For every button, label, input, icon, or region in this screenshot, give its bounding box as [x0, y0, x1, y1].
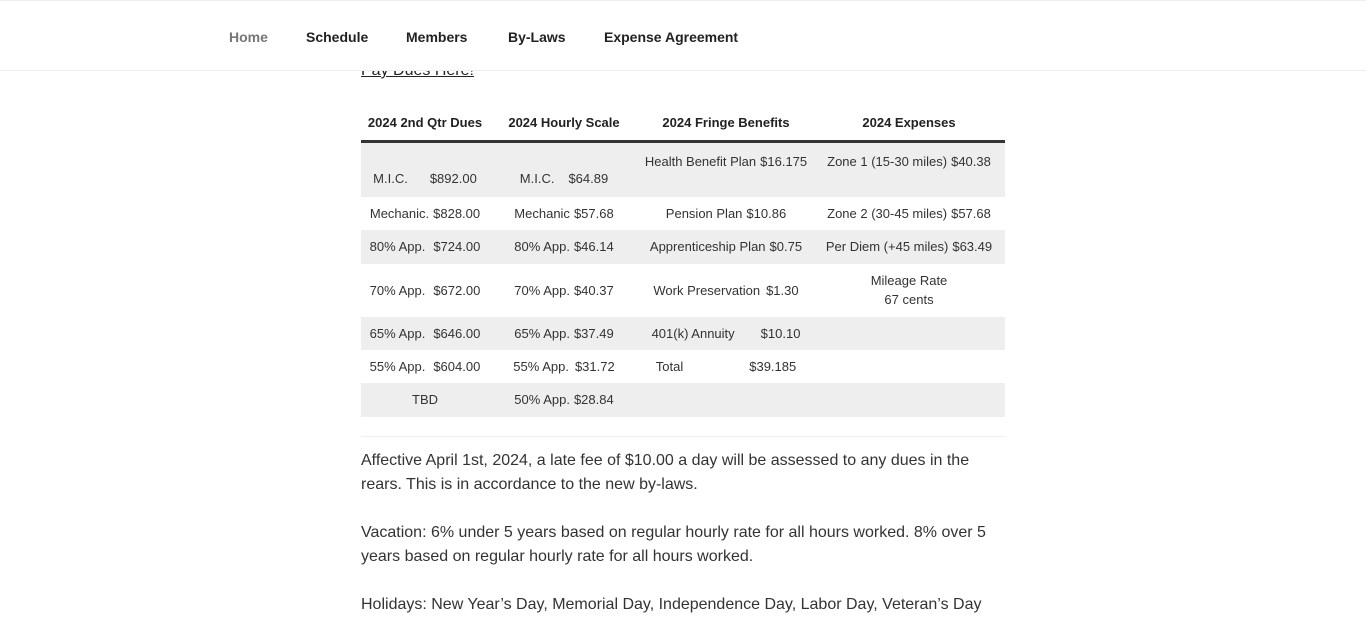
hourly-rate: $40.37: [573, 282, 614, 298]
expense-amount: 67 cents: [884, 292, 934, 307]
dues-amount: $828.00: [433, 205, 481, 221]
hourly-rate: $31.72: [574, 358, 615, 374]
expense-cell: [813, 264, 1005, 317]
hourly-label: M.I.C.: [519, 171, 555, 187]
fringe-cell: [639, 142, 813, 197]
table-row: [361, 230, 1005, 264]
expense-label: Per Diem (+45 miles): [825, 239, 949, 254]
vacation-policy: Vacation: 6% under 5 years based on regular hourly rate for all hours worked. 8% over 5 years based on regular hourly rate for all hours worked.: [361, 524, 986, 565]
hourly-rate: $46.14: [573, 239, 614, 254]
nav-item-by-laws[interactable]: By-Laws: [508, 29, 566, 45]
fringe-amount: $16.175: [760, 154, 808, 170]
expense-label: Zone 2 (30-45 miles): [827, 205, 948, 221]
table-row: [361, 383, 1005, 417]
expense-label: Mileage Rate: [870, 273, 948, 288]
dues-cell: [361, 264, 489, 317]
expense-cell: [813, 317, 1005, 350]
holidays-list: Holidays: New Year’s Day, Memorial Day, Independence Day, Labor Day, Veteran’s Day: [361, 596, 982, 613]
table-row: [361, 350, 1005, 383]
hourly-cell: [489, 142, 639, 197]
expense-cell: [813, 142, 1005, 197]
dues-cell: [361, 230, 489, 264]
hourly-rate: $37.49: [573, 325, 614, 341]
fringe-label: Total: [655, 358, 684, 374]
dues-label: Mechanic.: [369, 205, 430, 221]
fringe-label: Pension Plan: [665, 205, 743, 221]
dues-rates-table: [361, 104, 1005, 417]
hourly-cell: [489, 350, 639, 383]
hourly-label: 80% App.: [514, 239, 570, 254]
fringe-amount: $10.10: [760, 325, 801, 341]
dues-label: 70% App.: [369, 282, 426, 298]
expense-amount: $63.49: [952, 239, 993, 254]
expense-amount: $57.68: [951, 205, 991, 221]
dues-cell: [361, 317, 489, 350]
fringe-amount: $0.75: [769, 239, 803, 254]
header-expenses: 2024 Expenses: [813, 104, 1005, 142]
hourly-cell: [489, 230, 639, 264]
nav-item-home[interactable]: Home: [229, 29, 268, 45]
fringe-cell: [639, 264, 813, 317]
dues-amount: $646.00: [433, 325, 481, 341]
table-header-row: [361, 104, 1005, 142]
hourly-label: 70% App.: [514, 282, 570, 298]
nav-item-expense-agreement[interactable]: Expense Agreement: [604, 29, 739, 45]
nav-item-members[interactable]: Members: [406, 29, 468, 45]
dues-cell: [361, 197, 489, 230]
header-hourly-scale: 2024 Hourly Scale: [489, 104, 639, 142]
dues-label: 55% App.: [369, 358, 426, 374]
fringe-amount: $10.86: [746, 205, 787, 221]
late-fee-notice: Affective April 1st, 2024, a late fee of $10.00 a day will be assessed to any dues in the rears. This is in accordance to the new by-laws.: [361, 452, 970, 493]
expense-cell: [813, 197, 1005, 230]
section-divider: [361, 436, 1005, 437]
dues-label: 65% App.: [369, 325, 426, 341]
dues-amount: $604.00: [433, 358, 481, 374]
expense-cell: [813, 383, 1005, 417]
fringe-cell: [639, 317, 813, 350]
hourly-cell: [489, 197, 639, 230]
dues-cell: [361, 350, 489, 383]
dues-cell: [361, 383, 489, 417]
fringe-cell: [639, 350, 813, 383]
dues-label: TBD: [412, 392, 438, 407]
fringe-cell: [639, 383, 813, 417]
table-row: [361, 317, 1005, 350]
expense-cell: [813, 230, 1005, 264]
header-dues: 2024 2nd Qtr Dues: [361, 104, 489, 142]
hourly-label: 55% App.: [513, 358, 569, 374]
fringe-cell: [639, 230, 813, 264]
hourly-rate: $28.84: [573, 392, 614, 407]
hourly-rate: $64.89: [568, 171, 609, 187]
expense-amount: $40.38: [951, 154, 991, 170]
dues-amount: $724.00: [433, 239, 481, 254]
hourly-label: 65% App.: [514, 325, 570, 341]
fringe-label: 401(k) Annuity: [651, 325, 735, 341]
nav-item-schedule[interactable]: Schedule: [306, 29, 369, 45]
hourly-cell: [489, 264, 639, 317]
dues-label: 80% App.: [369, 239, 426, 254]
top-navigation: [0, 0, 1366, 71]
fringe-amount: $39.185: [749, 358, 797, 374]
fringe-cell: [639, 197, 813, 230]
expense-label: Zone 1 (15-30 miles): [827, 154, 948, 170]
expense-cell: [813, 350, 1005, 383]
fringe-label: Work Preservation: [653, 282, 761, 298]
dues-amount: $672.00: [433, 282, 481, 298]
fringe-label: Apprenticeship Plan: [649, 239, 766, 254]
header-fringe-benefits: 2024 Fringe Benefits: [639, 104, 813, 142]
table-row: [361, 264, 1005, 317]
table-row: [361, 142, 1005, 197]
hourly-cell: [489, 317, 639, 350]
fringe-amount: $1.30: [766, 282, 799, 298]
dues-amount: $892.00: [429, 171, 477, 187]
hourly-label: 50% App.: [514, 392, 570, 407]
dues-cell: [361, 142, 489, 197]
dues-label: M.I.C.: [373, 171, 408, 187]
table-row: [361, 197, 1005, 230]
hourly-label: Mechanic: [514, 205, 570, 221]
fringe-label: Health Benefit Plan: [644, 154, 757, 170]
hourly-cell: [489, 383, 639, 417]
hourly-rate: $57.68: [573, 205, 614, 221]
